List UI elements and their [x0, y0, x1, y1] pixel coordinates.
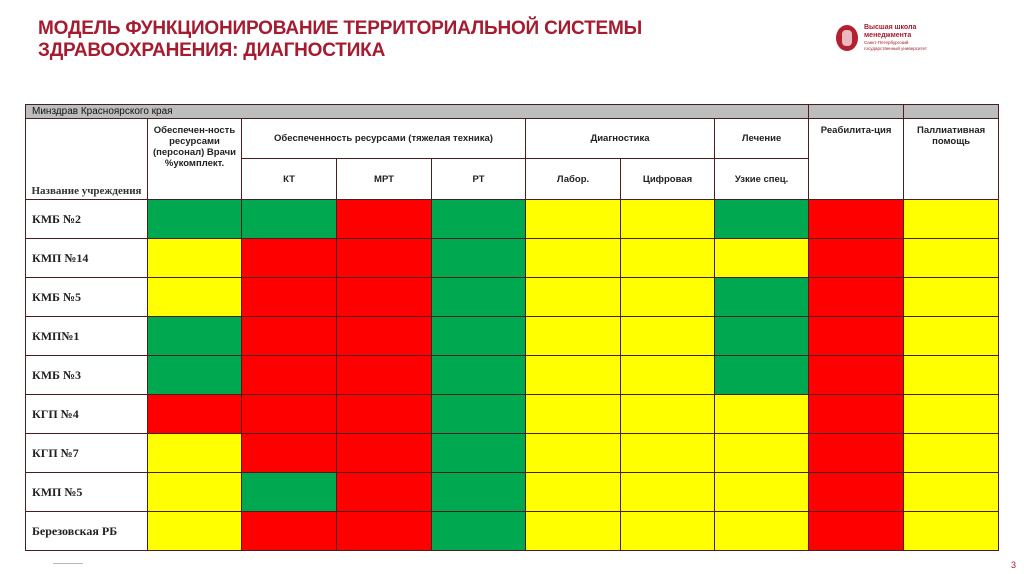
header-personnel: Обеспечен-ность ресурсами (персонал) Врачи %укомплект.	[148, 119, 242, 200]
status-cell-narrow	[715, 473, 809, 512]
status-cell-narrow	[715, 200, 809, 239]
institution-name: КМБ №5	[26, 278, 148, 317]
status-cell-narrow	[715, 278, 809, 317]
header-row-1	[26, 119, 999, 159]
table-row	[26, 473, 999, 512]
status-cell-narrow	[715, 512, 809, 551]
status-cell-rehab	[809, 239, 904, 278]
header-equipment: Обеспеченность ресурсами (тяжелая техника)	[242, 119, 526, 159]
status-cell-mrt	[337, 512, 432, 551]
topbar-blank	[809, 105, 904, 119]
status-cell-personnel	[148, 356, 242, 395]
status-cell-kt	[242, 200, 337, 239]
header-kt: КТ	[242, 159, 337, 200]
status-cell-rehab	[809, 317, 904, 356]
status-cell-rt	[432, 200, 526, 239]
header-mrt: МРТ	[337, 159, 432, 200]
status-cell-personnel	[148, 239, 242, 278]
institution-name: КГП №4	[26, 395, 148, 434]
header-narrow: Узкие спец.	[715, 159, 809, 200]
status-cell-rehab	[809, 473, 904, 512]
status-cell-rt	[432, 317, 526, 356]
status-cell-palliative	[904, 512, 999, 551]
header-diagnostics: Диагностика	[526, 119, 715, 159]
logo-line4: государственный университет	[864, 46, 927, 51]
header-palliative: Паллиативная помощь	[904, 119, 999, 200]
header-rehab: Реабилита-ция	[809, 119, 904, 200]
institution-name: Березовская РБ	[26, 512, 148, 551]
table-row	[26, 239, 999, 278]
status-cell-rt	[432, 512, 526, 551]
status-cell-narrow	[715, 434, 809, 473]
institution-name: КМП №5	[26, 473, 148, 512]
logo-line2: менеджмента	[864, 32, 912, 39]
status-cell-rehab	[809, 356, 904, 395]
status-cell-kt	[242, 473, 337, 512]
status-cell-rt	[432, 356, 526, 395]
status-cell-kt	[242, 395, 337, 434]
status-cell-digital	[621, 473, 715, 512]
status-cell-personnel	[148, 434, 242, 473]
status-cell-palliative	[904, 434, 999, 473]
status-cell-digital	[621, 200, 715, 239]
status-cell-mrt	[337, 473, 432, 512]
table-row	[26, 278, 999, 317]
slide-title	[38, 18, 642, 62]
header-treatment: Лечение	[715, 119, 809, 159]
status-cell-palliative	[904, 473, 999, 512]
status-cell-digital	[621, 512, 715, 551]
status-cell-mrt	[337, 239, 432, 278]
status-cell-palliative	[904, 395, 999, 434]
status-cell-narrow	[715, 317, 809, 356]
header-digital: Цифровая	[621, 159, 715, 200]
status-cell-lab	[526, 395, 621, 434]
status-cell-kt	[242, 434, 337, 473]
status-cell-mrt	[337, 356, 432, 395]
status-cell-personnel	[148, 473, 242, 512]
slide-title-line1: МОДЕЛЬ ФУНКЦИОНИРОВАНИЕ ТЕРРИТОРИАЛЬНОЙ СИСТЕМЫ	[38, 18, 643, 39]
status-cell-palliative	[904, 200, 999, 239]
status-cell-palliative	[904, 278, 999, 317]
status-cell-lab	[526, 317, 621, 356]
table-row	[26, 200, 999, 239]
topbar-blank	[904, 105, 999, 119]
status-cell-lab	[526, 356, 621, 395]
status-cell-mrt	[337, 200, 432, 239]
diagnostics-matrix	[25, 104, 999, 551]
header-rt: РТ	[432, 159, 526, 200]
logo-emblem-icon	[836, 25, 858, 51]
status-cell-kt	[242, 356, 337, 395]
institution-name: КМБ №3	[26, 356, 148, 395]
status-cell-narrow	[715, 395, 809, 434]
status-cell-rehab	[809, 395, 904, 434]
status-cell-kt	[242, 317, 337, 356]
status-cell-kt	[242, 278, 337, 317]
logo-line1: Высшая школа	[864, 24, 917, 31]
page-number: 3	[1010, 560, 1016, 570]
status-cell-kt	[242, 512, 337, 551]
status-cell-digital	[621, 356, 715, 395]
status-cell-rehab	[809, 200, 904, 239]
status-cell-digital	[621, 317, 715, 356]
status-cell-palliative	[904, 317, 999, 356]
slide-title-line2: ЗДРАВООХРАНЕНИЯ: ДИАГНОСТИКА	[38, 40, 386, 61]
status-cell-rt	[432, 473, 526, 512]
status-cell-digital	[621, 239, 715, 278]
status-cell-rt	[432, 395, 526, 434]
status-cell-personnel	[148, 278, 242, 317]
status-cell-rehab	[809, 512, 904, 551]
status-cell-digital	[621, 395, 715, 434]
institution-name: КГП №7	[26, 434, 148, 473]
status-cell-rt	[432, 434, 526, 473]
institution-name: КМП №14	[26, 239, 148, 278]
header-name: Название учреждения	[26, 119, 148, 200]
logo-line3: Санкт-Петербургский	[864, 40, 909, 45]
table-row	[26, 395, 999, 434]
status-cell-personnel	[148, 200, 242, 239]
status-cell-lab	[526, 239, 621, 278]
status-cell-mrt	[337, 434, 432, 473]
status-cell-rt	[432, 239, 526, 278]
status-cell-rehab	[809, 434, 904, 473]
org-header-row	[26, 105, 999, 119]
status-cell-palliative	[904, 356, 999, 395]
status-cell-personnel	[148, 512, 242, 551]
status-cell-kt	[242, 239, 337, 278]
table-row	[26, 434, 999, 473]
footer-divider	[53, 563, 83, 564]
org-name: Минздрав Красноярского края	[26, 105, 809, 119]
table-row	[26, 317, 999, 356]
status-cell-narrow	[715, 239, 809, 278]
status-cell-digital	[621, 278, 715, 317]
status-cell-mrt	[337, 395, 432, 434]
status-cell-palliative	[904, 239, 999, 278]
status-cell-lab	[526, 278, 621, 317]
university-logo	[836, 24, 927, 52]
header-lab: Лабор.	[526, 159, 621, 200]
institution-name: КМП№1	[26, 317, 148, 356]
status-cell-mrt	[337, 278, 432, 317]
status-cell-digital	[621, 434, 715, 473]
status-cell-personnel	[148, 317, 242, 356]
status-cell-rehab	[809, 278, 904, 317]
status-cell-lab	[526, 512, 621, 551]
status-cell-rt	[432, 278, 526, 317]
table-row	[26, 512, 999, 551]
status-cell-lab	[526, 434, 621, 473]
table-row	[26, 356, 999, 395]
institution-name: КМБ №2	[26, 200, 148, 239]
status-cell-lab	[526, 473, 621, 512]
status-cell-personnel	[148, 395, 242, 434]
status-cell-mrt	[337, 317, 432, 356]
status-cell-narrow	[715, 356, 809, 395]
status-cell-lab	[526, 200, 621, 239]
